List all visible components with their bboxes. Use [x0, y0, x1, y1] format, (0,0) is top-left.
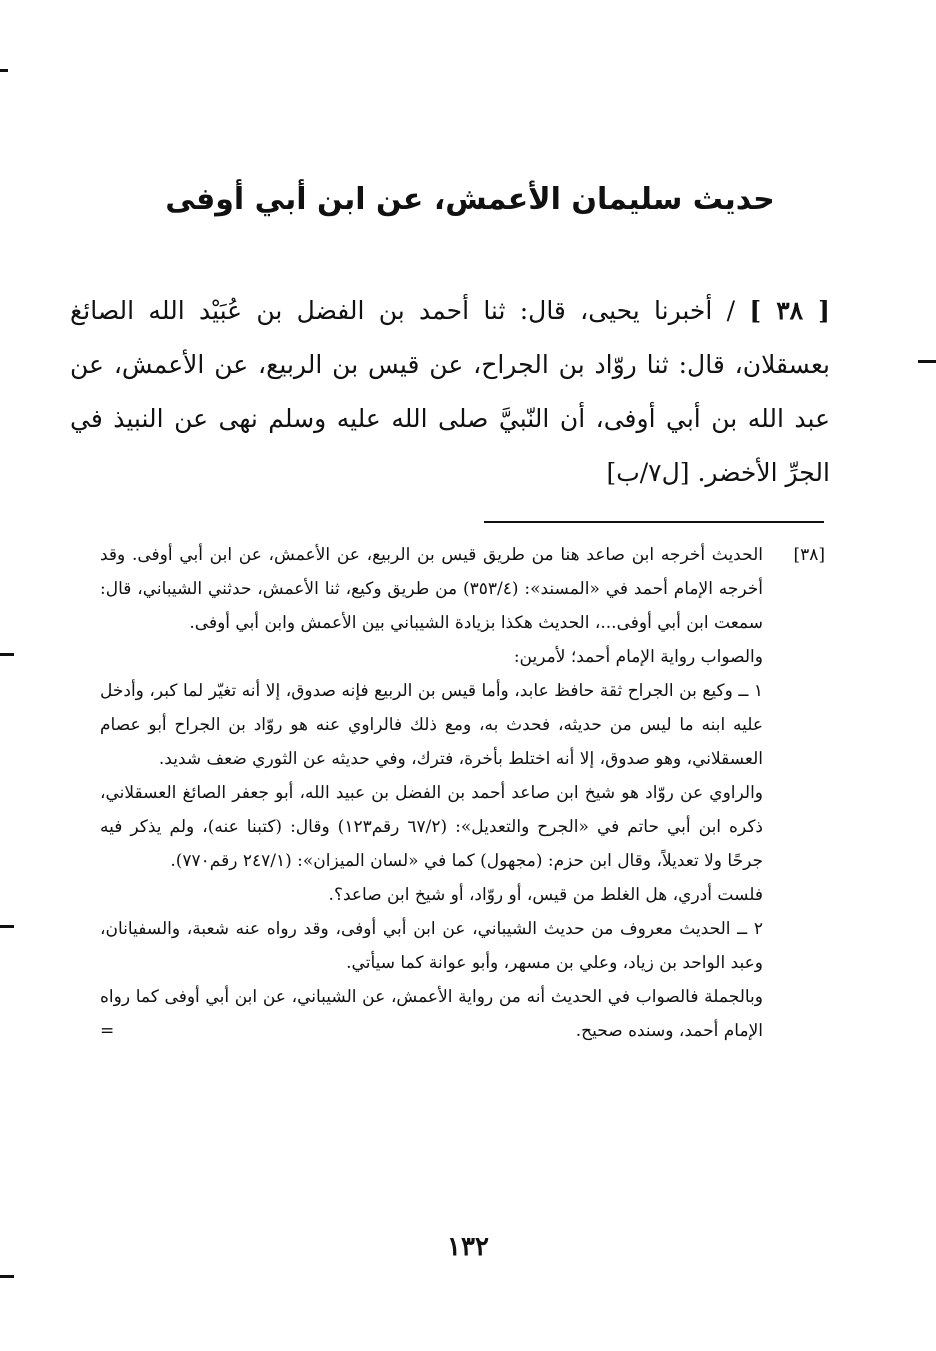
- scan-edge-mark: [0, 925, 14, 928]
- footnote-paragraph: ١ ــ وكيع بن الجراح ثقة حافظ عابد، وأما قيس بن الربيع فإنه صدوق، إلا أنه تغيّر لما كبر، وأدخل عليه ابنه ما ليس من حديثه، فحدث به، ومع ذلك فالراوي عنه هو روّاد بن الجراح أبو عصام العسقلاني، وهو صدوق، إلا أنه اختلط بأخرة، فترك، وفي حديثه عن الثوري ضعف شديد.: [100, 681, 763, 769]
- page-number: ١٣٢: [447, 1232, 489, 1262]
- footnote-number: [٣٨]: [793, 545, 825, 565]
- continuation-mark: =: [100, 1021, 115, 1041]
- footnote-paragraph: فلست أدري، هل الغلط من قيس، أو روّاد، أو شيخ ابن صاعد؟.: [328, 885, 763, 905]
- footnote-paragraph: والراوي عن روّاد هو شيخ ابن صاعد أحمد بن الفضل بن عبيد الله، أبو جعفر الصائغ العسقلاني، ذكره ابن أبي حاتم في «الجرح والتعديل»: (٦٧/٢ رقم١٢٣) وقال: (كتبنا عنه)، ولم يذكر فيه جرحًا ولا تعديلاً، وقال ابن حزم: (مجهول) كما في «لسان الميزان»: (٢٤٧/١ رقم٧٧٠).: [100, 783, 763, 871]
- footnote-paragraph: ٢ ــ الحديث معروف من حديث الشيباني، عن ابن أبي أوفى، وقد رواه عنه شعبة، والسفيانان، وعبد الواحد بن زياد، وعلي بن مسهر، وأبو عوانة كما سيأتي.: [100, 919, 763, 973]
- footnote-body: [100, 538, 763, 1048]
- manuscript-reference: [ل٧/ب]: [606, 458, 690, 487]
- footnote-paragraph: وبالجملة فالصواب في الحديث أنه من رواية الأعمش، عن الشيباني، عن ابن أبي أوفى كما رواه الإمام أحمد، وسنده صحيح.: [100, 987, 763, 1041]
- footnote-paragraph: الحديث أخرجه ابن صاعد هنا من طريق قيس بن الربيع، عن الأعمش، عن ابن أبي أوفى. وقد أخرجه الإمام أحمد في «المسند»: (٣٥٣/٤) من طريق وكيع، ثنا الأعمش، حدثني الشيباني، قال: سمعت ابن أبي أوفى...، الحديث هكذا بزيادة الشيباني بين الأعمش وابن أبي أوفى.: [100, 545, 764, 633]
- scan-edge-mark: [0, 1275, 14, 1278]
- hadith-text-block: [70, 284, 830, 500]
- hadith-text: / أخبرنا يحيى، قال: ثنا أحمد بن الفضل بن عُبَيْد الله الصائغ بعسقلان، قال: ثنا روّاد بن الجراح، عن قيس بن الربيع، عن الأعمش، عن عبد الله بن أبي أوفى، أن النّبيَّ صلى الله عليه وسلم نهى عن النبيذ في الجرِّ الأخضر.: [70, 296, 830, 487]
- scan-edge-mark: [0, 69, 8, 72]
- chapter-title: حديث سليمان الأعمش، عن ابن أبي أوفى: [165, 182, 775, 217]
- footnote-paragraph: والصواب رواية الإمام أحمد؛ لأمرين:: [513, 647, 763, 667]
- scan-edge-mark: [0, 653, 14, 656]
- hadith-number: [ ٣٨ ]: [749, 296, 830, 325]
- footnote-separator: [484, 521, 824, 523]
- footnote-block: [100, 538, 825, 1048]
- scan-edge-mark: [918, 360, 936, 363]
